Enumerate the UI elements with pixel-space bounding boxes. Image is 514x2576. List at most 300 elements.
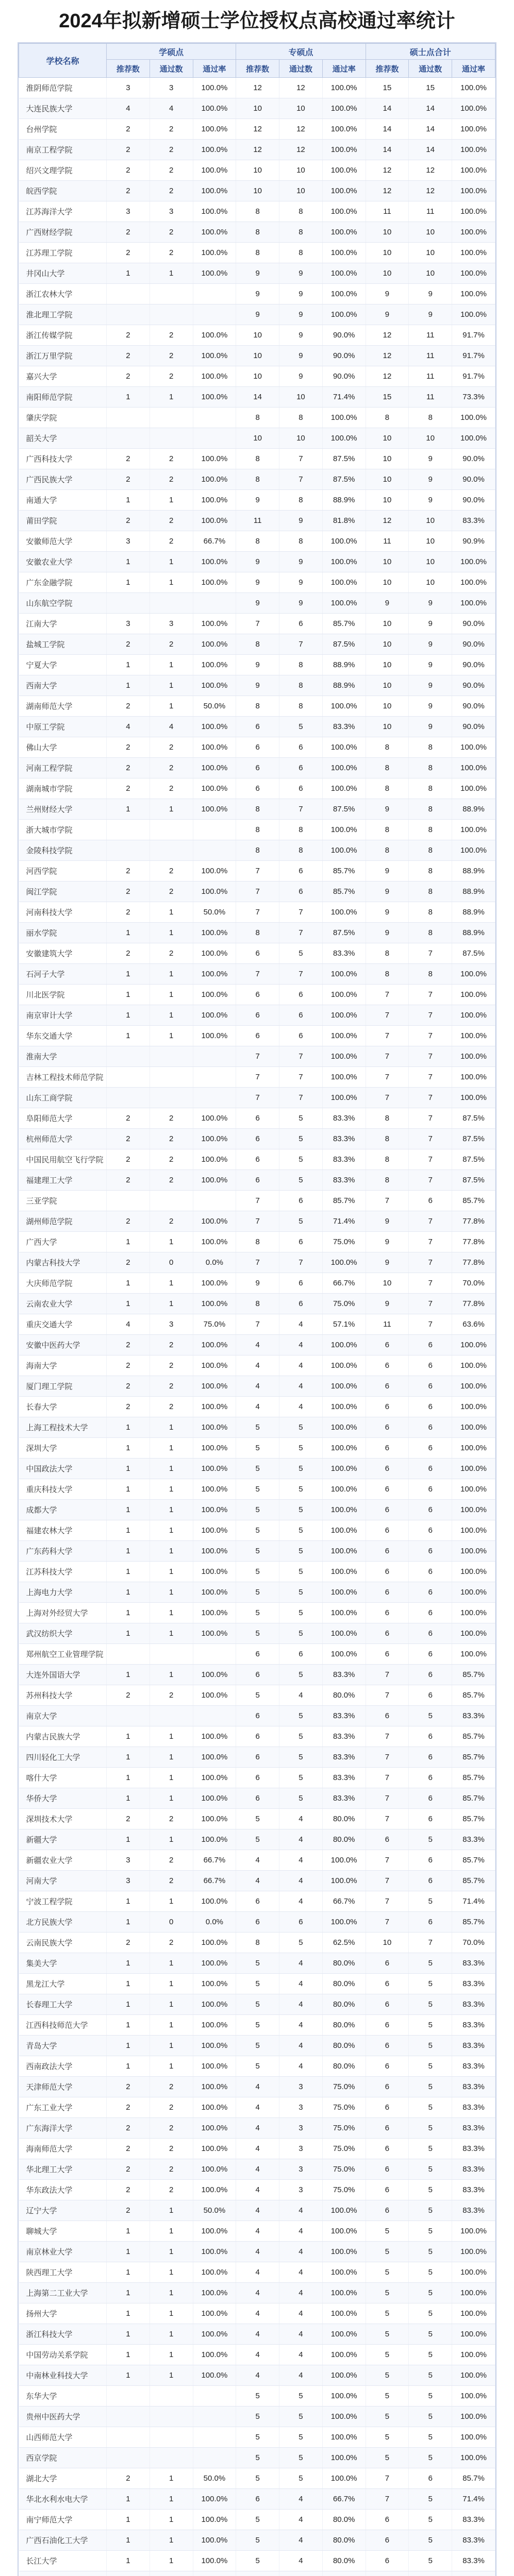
zhuanshuo-recommend-cell: 14 bbox=[236, 387, 279, 408]
xueshu-pass-cell: 2 bbox=[150, 634, 193, 655]
xueshu-recommend-cell: 2 bbox=[107, 1335, 150, 1355]
xueshu-rate-cell: 0.0% bbox=[193, 1912, 236, 1933]
zhuanshuo-pass-cell: 5 bbox=[279, 1933, 323, 1953]
zhuanshuo-recommend-cell: 10 bbox=[236, 181, 279, 201]
xueshu-recommend-cell: 1 bbox=[107, 1232, 150, 1252]
total-recommend-cell: 6 bbox=[366, 1459, 409, 1479]
xueshu-pass-cell: 1 bbox=[150, 490, 193, 511]
zhuanshuo-pass-cell: 4 bbox=[279, 1355, 323, 1376]
table-row bbox=[19, 1500, 495, 1520]
total-pass-cell: 10 bbox=[409, 511, 452, 531]
zhuanshuo-recommend-cell: 9 bbox=[236, 490, 279, 511]
total-recommend-cell: 7 bbox=[366, 1685, 409, 1706]
zhuanshuo-rate-cell: 85.7% bbox=[322, 861, 366, 882]
zhuanshuo-recommend-cell: 6 bbox=[236, 985, 279, 1005]
zhuanshuo-rate-cell: 62.5% bbox=[322, 1933, 366, 1953]
header-zhuanshuo-pass: 通过数 bbox=[279, 60, 323, 78]
school-name-cell: 天津师范大学 bbox=[19, 2077, 107, 2097]
school-name-cell: 浙江科技大学 bbox=[19, 2324, 107, 2345]
total-rate-cell: 83.3% bbox=[452, 2159, 495, 2180]
zhuanshuo-pass-cell: 5 bbox=[279, 1459, 323, 1479]
total-recommend-cell: 14 bbox=[366, 98, 409, 119]
xueshu-recommend-cell bbox=[107, 1067, 150, 1088]
school-name-cell: 广西民族大学 bbox=[19, 469, 107, 490]
zhuanshuo-pass-cell: 6 bbox=[279, 1294, 323, 1314]
zhuanshuo-recommend-cell: 8 bbox=[236, 799, 279, 820]
total-pass-cell: 5 bbox=[409, 2097, 452, 2118]
xueshu-pass-cell: 2 bbox=[150, 181, 193, 201]
xueshu-rate-cell: 100.0% bbox=[193, 1603, 236, 1623]
xueshu-rate-cell: 100.0% bbox=[193, 1994, 236, 2015]
xueshu-recommend-cell: 1 bbox=[107, 2324, 150, 2345]
table-row bbox=[19, 1685, 495, 1706]
xueshu-pass-cell: 1 bbox=[150, 1479, 193, 1500]
school-name-cell: 金陵科技学院 bbox=[19, 840, 107, 861]
xueshu-pass-cell bbox=[150, 840, 193, 861]
xueshu-recommend-cell: 2 bbox=[107, 1108, 150, 1129]
total-pass-cell: 7 bbox=[409, 1129, 452, 1149]
total-pass-cell: 14 bbox=[409, 140, 452, 160]
xueshu-recommend-cell bbox=[107, 840, 150, 861]
school-name-cell: 绍兴文理学院 bbox=[19, 160, 107, 181]
total-pass-cell: 10 bbox=[409, 572, 452, 593]
zhuanshuo-rate-cell: 100.0% bbox=[322, 160, 366, 181]
zhuanshuo-recommend-cell: 6 bbox=[236, 1768, 279, 1788]
table-row bbox=[19, 1562, 495, 1582]
xueshu-pass-cell: 1 bbox=[150, 2200, 193, 2221]
zhuanshuo-pass-cell: 5 bbox=[279, 1541, 323, 1562]
zhuanshuo-rate-cell: 100.0% bbox=[322, 1541, 366, 1562]
zhuanshuo-pass-cell: 12 bbox=[279, 140, 323, 160]
table-row bbox=[19, 799, 495, 820]
xueshu-recommend-cell: 2 bbox=[107, 1170, 150, 1191]
xueshu-pass-cell: 2 bbox=[150, 1850, 193, 1871]
xueshu-recommend-cell: 1 bbox=[107, 1562, 150, 1582]
school-name-cell: 海南大学 bbox=[19, 1355, 107, 1376]
xueshu-pass-cell: 1 bbox=[150, 923, 193, 943]
table-row bbox=[19, 572, 495, 593]
total-pass-cell: 6 bbox=[409, 1376, 452, 1397]
xueshu-rate-cell bbox=[193, 284, 236, 304]
total-rate-cell: 83.3% bbox=[452, 2077, 495, 2097]
zhuanshuo-recommend-cell: 7 bbox=[236, 1191, 279, 1211]
school-name-cell: 中国政法大学 bbox=[19, 1459, 107, 1479]
zhuanshuo-pass-cell: 4 bbox=[279, 2036, 323, 2056]
xueshu-rate-cell: 100.0% bbox=[193, 634, 236, 655]
xueshu-recommend-cell bbox=[107, 1088, 150, 1108]
xueshu-pass-cell: 0 bbox=[150, 1252, 193, 1273]
total-pass-cell: 5 bbox=[409, 2551, 452, 2571]
table-row bbox=[19, 593, 495, 614]
total-pass-cell: 5 bbox=[409, 2036, 452, 2056]
zhuanshuo-rate-cell: 100.0% bbox=[322, 98, 366, 119]
table-row bbox=[19, 2427, 495, 2448]
xueshu-pass-cell bbox=[150, 1706, 193, 1726]
school-name-cell: 宁波工程学院 bbox=[19, 1891, 107, 1912]
total-pass-cell: 6 bbox=[409, 1417, 452, 1438]
total-rate-cell: 91.7% bbox=[452, 346, 495, 366]
xueshu-rate-cell bbox=[193, 1067, 236, 1088]
table-row bbox=[19, 1335, 495, 1355]
zhuanshuo-recommend-cell: 5 bbox=[236, 2036, 279, 2056]
total-recommend-cell: 5 bbox=[366, 2365, 409, 2386]
zhuanshuo-pass-cell: 3 bbox=[279, 2180, 323, 2200]
total-pass-cell: 6 bbox=[409, 1500, 452, 1520]
xueshu-rate-cell: 100.0% bbox=[193, 2262, 236, 2283]
school-name-cell: 南阳师范学院 bbox=[19, 387, 107, 408]
xueshu-recommend-cell: 4 bbox=[107, 98, 150, 119]
school-name-cell: 丽水学院 bbox=[19, 923, 107, 943]
xueshu-pass-cell: 2 bbox=[150, 222, 193, 243]
total-rate-cell: 85.7% bbox=[452, 1191, 495, 1211]
xueshu-recommend-cell: 1 bbox=[107, 985, 150, 1005]
xueshu-rate-cell: 100.0% bbox=[193, 1479, 236, 1500]
xueshu-recommend-cell: 1 bbox=[107, 2056, 150, 2077]
total-rate-cell: 90.0% bbox=[452, 717, 495, 737]
table-row bbox=[19, 201, 495, 222]
xueshu-recommend-cell: 1 bbox=[107, 1582, 150, 1603]
zhuanshuo-rate-cell: 100.0% bbox=[322, 1603, 366, 1623]
total-recommend-cell: 8 bbox=[366, 840, 409, 861]
zhuanshuo-pass-cell: 8 bbox=[279, 531, 323, 552]
total-pass-cell: 5 bbox=[409, 2510, 452, 2530]
school-name-cell: 闽江学院 bbox=[19, 882, 107, 902]
school-name-cell: 东华大学 bbox=[19, 2386, 107, 2406]
xueshu-rate-cell: 66.7% bbox=[193, 531, 236, 552]
xueshu-pass-cell: 1 bbox=[150, 1603, 193, 1623]
school-name-cell: 佛山大学 bbox=[19, 737, 107, 758]
total-pass-cell: 7 bbox=[409, 1294, 452, 1314]
total-rate-cell: 85.7% bbox=[452, 1726, 495, 1747]
zhuanshuo-rate-cell: 100.0% bbox=[322, 408, 366, 428]
school-name-cell: 河南科技大学 bbox=[19, 902, 107, 923]
xueshu-recommend-cell bbox=[107, 1191, 150, 1211]
total-recommend-cell: 7 bbox=[366, 1768, 409, 1788]
zhuanshuo-pass-cell: 4 bbox=[279, 1314, 323, 1335]
total-recommend-cell: 7 bbox=[366, 1046, 409, 1067]
xueshu-recommend-cell: 1 bbox=[107, 2345, 150, 2365]
school-name-cell: 云南民族大学 bbox=[19, 1933, 107, 1953]
xueshu-rate-cell: 100.0% bbox=[193, 655, 236, 675]
zhuanshuo-pass-cell: 4 bbox=[279, 2221, 323, 2242]
total-rate-cell: 83.3% bbox=[452, 2139, 495, 2159]
xueshu-rate-cell: 100.0% bbox=[193, 2139, 236, 2159]
total-rate-cell: 70.0% bbox=[452, 1273, 495, 1294]
school-name-cell: 新疆大学 bbox=[19, 1829, 107, 1850]
total-recommend-cell: 7 bbox=[366, 1891, 409, 1912]
table-row bbox=[19, 511, 495, 531]
xueshu-pass-cell: 1 bbox=[150, 2015, 193, 2036]
zhuanshuo-recommend-cell: 5 bbox=[236, 2406, 279, 2427]
zhuanshuo-recommend-cell: 5 bbox=[236, 2015, 279, 2036]
total-pass-cell: 8 bbox=[409, 778, 452, 799]
zhuanshuo-rate-cell: 100.0% bbox=[322, 2303, 366, 2324]
total-rate-cell: 100.0% bbox=[452, 2448, 495, 2468]
zhuanshuo-recommend-cell: 4 bbox=[236, 2303, 279, 2324]
xueshu-recommend-cell: 2 bbox=[107, 2118, 150, 2139]
zhuanshuo-pass-cell: 12 bbox=[279, 119, 323, 140]
total-pass-cell: 5 bbox=[409, 2303, 452, 2324]
school-name-cell: 厦门理工学院 bbox=[19, 1376, 107, 1397]
total-rate-cell: 90.9% bbox=[452, 531, 495, 552]
total-pass-cell: 9 bbox=[409, 469, 452, 490]
total-rate-cell: 90.0% bbox=[452, 469, 495, 490]
total-rate-cell: 88.9% bbox=[452, 923, 495, 943]
xueshu-recommend-cell: 1 bbox=[107, 1005, 150, 1026]
zhuanshuo-pass-cell: 5 bbox=[279, 1623, 323, 1644]
table-row bbox=[19, 840, 495, 861]
xueshu-pass-cell: 1 bbox=[150, 2365, 193, 2386]
school-name-cell: 南京工程学院 bbox=[19, 140, 107, 160]
total-pass-cell bbox=[409, 2571, 452, 2576]
xueshu-recommend-cell: 1 bbox=[107, 263, 150, 284]
zhuanshuo-rate-cell: 80.0% bbox=[322, 1829, 366, 1850]
school-name-cell: 浙江农林大学 bbox=[19, 284, 107, 304]
zhuanshuo-pass-cell: 7 bbox=[279, 902, 323, 923]
zhuanshuo-rate-cell: 80.0% bbox=[322, 2510, 366, 2530]
zhuanshuo-rate-cell: 100.0% bbox=[322, 2448, 366, 2468]
school-name-cell: 陕西理工大学 bbox=[19, 2262, 107, 2283]
zhuanshuo-rate-cell: 66.7% bbox=[322, 1891, 366, 1912]
xueshu-recommend-cell: 2 bbox=[107, 449, 150, 469]
zhuanshuo-rate-cell: 80.0% bbox=[322, 1809, 366, 1829]
table-row bbox=[19, 1726, 495, 1747]
zhuanshuo-pass-cell: 10 bbox=[279, 98, 323, 119]
total-rate-cell: 100.0% bbox=[452, 284, 495, 304]
total-rate-cell: 87.5% bbox=[452, 1170, 495, 1191]
zhuanshuo-rate-cell: 100.0% bbox=[322, 1623, 366, 1644]
total-pass-cell: 11 bbox=[409, 366, 452, 387]
xueshu-recommend-cell bbox=[107, 593, 150, 614]
total-rate-cell: 71.4% bbox=[452, 1891, 495, 1912]
total-recommend-cell: 8 bbox=[366, 1108, 409, 1129]
xueshu-rate-cell: 100.0% bbox=[193, 1788, 236, 1809]
xueshu-recommend-cell bbox=[107, 2571, 150, 2576]
xueshu-pass-cell bbox=[150, 2448, 193, 2468]
zhuanshuo-rate-cell: 81.8% bbox=[322, 511, 366, 531]
zhuanshuo-pass-cell: 4 bbox=[279, 2242, 323, 2262]
total-rate-cell: 90.0% bbox=[452, 634, 495, 655]
table-row bbox=[19, 2242, 495, 2262]
xueshu-rate-cell bbox=[193, 1644, 236, 1665]
total-rate-cell: 100.0% bbox=[452, 263, 495, 284]
school-name-cell: 皖西学院 bbox=[19, 181, 107, 201]
total-rate-cell: 100.0% bbox=[452, 820, 495, 840]
school-name-cell: 成都大学 bbox=[19, 1500, 107, 1520]
zhuanshuo-pass-cell: 4 bbox=[279, 1850, 323, 1871]
total-pass-cell: 6 bbox=[409, 1582, 452, 1603]
total-recommend-cell: 9 bbox=[366, 799, 409, 820]
school-name-cell: 浙江传媒学院 bbox=[19, 325, 107, 346]
zhuanshuo-rate-cell: 100.0% bbox=[322, 2283, 366, 2303]
total-recommend-cell: 7 bbox=[366, 1871, 409, 1891]
zhuanshuo-recommend-cell: 9 bbox=[236, 1273, 279, 1294]
zhuanshuo-recommend-cell: 8 bbox=[236, 222, 279, 243]
xueshu-rate-cell: 100.0% bbox=[193, 2056, 236, 2077]
total-pass-cell: 5 bbox=[409, 2118, 452, 2139]
total-pass-cell: 7 bbox=[409, 1149, 452, 1170]
zhuanshuo-recommend-cell: 6 bbox=[236, 1170, 279, 1191]
zhuanshuo-rate-cell: 100.0% bbox=[322, 1417, 366, 1438]
page-title: 2024年拟新增硕士学位授权点高校通过率统计 bbox=[59, 10, 455, 32]
zhuanshuo-pass-cell: 12 bbox=[279, 78, 323, 98]
total-recommend-cell: 7 bbox=[366, 1067, 409, 1088]
zhuanshuo-recommend-cell: 5 bbox=[236, 1459, 279, 1479]
zhuanshuo-rate-cell: 66.7% bbox=[322, 1273, 366, 1294]
zhuanshuo-pass-cell: 9 bbox=[279, 304, 323, 325]
total-pass-cell: 9 bbox=[409, 614, 452, 634]
xueshu-pass-cell: 2 bbox=[150, 1170, 193, 1191]
school-name-cell: 川北医学院 bbox=[19, 985, 107, 1005]
xueshu-rate-cell: 100.0% bbox=[193, 943, 236, 964]
zhuanshuo-recommend-cell: 5 bbox=[236, 2386, 279, 2406]
stats-table bbox=[19, 43, 495, 2576]
table-row bbox=[19, 1129, 495, 1149]
total-pass-cell: 6 bbox=[409, 1438, 452, 1459]
xueshu-rate-cell: 100.0% bbox=[193, 2118, 236, 2139]
xueshu-recommend-cell bbox=[107, 428, 150, 449]
total-rate-cell: 100.0% bbox=[452, 160, 495, 181]
total-rate-cell: 100.0% bbox=[452, 737, 495, 758]
zhuanshuo-pass-cell: 4 bbox=[279, 2345, 323, 2365]
xueshu-recommend-cell: 1 bbox=[107, 1623, 150, 1644]
table-row bbox=[19, 696, 495, 717]
zhuanshuo-rate-cell: 88.9% bbox=[322, 490, 366, 511]
zhuanshuo-rate-cell: 100.0% bbox=[322, 572, 366, 593]
total-recommend-cell: 8 bbox=[366, 943, 409, 964]
xueshu-rate-cell: 100.0% bbox=[193, 1541, 236, 1562]
table-row bbox=[19, 675, 495, 696]
xueshu-rate-cell: 75.0% bbox=[193, 1314, 236, 1335]
xueshu-recommend-cell: 1 bbox=[107, 1788, 150, 1809]
total-recommend-cell: 6 bbox=[366, 2097, 409, 2118]
zhuanshuo-rate-cell: 100.0% bbox=[322, 1562, 366, 1582]
header-xueshu-pass: 通过数 bbox=[150, 60, 193, 78]
school-name-cell: 华北理工大学 bbox=[19, 2159, 107, 2180]
xueshu-recommend-cell: 2 bbox=[107, 2077, 150, 2097]
zhuanshuo-recommend-cell: 7 bbox=[236, 902, 279, 923]
zhuanshuo-pass-cell: 5 bbox=[279, 1500, 323, 1520]
xueshu-pass-cell: 0 bbox=[150, 1912, 193, 1933]
zhuanshuo-pass-cell: 6 bbox=[279, 1232, 323, 1252]
xueshu-recommend-cell: 2 bbox=[107, 2468, 150, 2489]
total-rate-cell bbox=[452, 2571, 495, 2576]
total-pass-cell: 7 bbox=[409, 1170, 452, 1191]
zhuanshuo-rate-cell: 90.0% bbox=[322, 346, 366, 366]
zhuanshuo-pass-cell: 5 bbox=[279, 1788, 323, 1809]
total-rate-cell: 100.0% bbox=[452, 2345, 495, 2365]
total-recommend-cell: 6 bbox=[366, 2159, 409, 2180]
zhuanshuo-recommend-cell: 10 bbox=[236, 98, 279, 119]
zhuanshuo-recommend-cell: 5 bbox=[236, 1685, 279, 1706]
total-rate-cell: 83.3% bbox=[452, 1953, 495, 1974]
xueshu-pass-cell bbox=[150, 1067, 193, 1088]
total-pass-cell: 5 bbox=[409, 2077, 452, 2097]
zhuanshuo-pass-cell: 10 bbox=[279, 428, 323, 449]
zhuanshuo-rate-cell: 100.0% bbox=[322, 1397, 366, 1417]
table-row bbox=[19, 985, 495, 1005]
total-pass-cell: 10 bbox=[409, 552, 452, 572]
total-recommend-cell: 6 bbox=[366, 1520, 409, 1541]
zhuanshuo-recommend-cell: 4 bbox=[236, 1335, 279, 1355]
zhuanshuo-pass-cell: 9 bbox=[279, 366, 323, 387]
total-recommend-cell: 10 bbox=[366, 490, 409, 511]
total-pass-cell: 6 bbox=[409, 2468, 452, 2489]
zhuanshuo-rate-cell: 71.4% bbox=[322, 1211, 366, 1232]
zhuanshuo-rate-cell: 71.4% bbox=[322, 387, 366, 408]
zhuanshuo-pass-cell: 10 bbox=[279, 160, 323, 181]
zhuanshuo-rate-cell: 100.0% bbox=[322, 1582, 366, 1603]
xueshu-recommend-cell: 1 bbox=[107, 1479, 150, 1500]
zhuanshuo-recommend-cell: 4 bbox=[236, 2118, 279, 2139]
school-name-cell: 上海工程技术大学 bbox=[19, 1417, 107, 1438]
total-pass-cell: 5 bbox=[409, 2283, 452, 2303]
zhuanshuo-pass-cell: 3 bbox=[279, 2159, 323, 2180]
zhuanshuo-rate-cell: 100.0% bbox=[322, 201, 366, 222]
zhuanshuo-rate-cell: 90.0% bbox=[322, 325, 366, 346]
school-name-cell: 中原工学院 bbox=[19, 717, 107, 737]
zhuanshuo-recommend-cell: 6 bbox=[236, 1665, 279, 1685]
zhuanshuo-recommend-cell: 12 bbox=[236, 119, 279, 140]
xueshu-pass-cell: 1 bbox=[150, 1417, 193, 1438]
zhuanshuo-recommend-cell: 6 bbox=[236, 737, 279, 758]
zhuanshuo-recommend-cell: 6 bbox=[236, 1747, 279, 1768]
xueshu-recommend-cell: 1 bbox=[107, 2303, 150, 2324]
zhuanshuo-rate-cell: 88.9% bbox=[322, 655, 366, 675]
total-pass-cell: 5 bbox=[409, 2200, 452, 2221]
zhuanshuo-recommend-cell: 6 bbox=[236, 1149, 279, 1170]
total-rate-cell: 100.0% bbox=[452, 1417, 495, 1438]
xueshu-recommend-cell bbox=[107, 2386, 150, 2406]
total-rate-cell: 83.3% bbox=[452, 2118, 495, 2139]
xueshu-rate-cell: 100.0% bbox=[193, 2530, 236, 2551]
zhuanshuo-pass-cell: 4 bbox=[279, 1953, 323, 1974]
zhuanshuo-rate-cell: 83.3% bbox=[322, 1768, 366, 1788]
zhuanshuo-recommend-cell: 8 bbox=[236, 1933, 279, 1953]
total-rate-cell: 100.0% bbox=[452, 778, 495, 799]
xueshu-pass-cell: 2 bbox=[150, 2097, 193, 2118]
table-row bbox=[19, 1747, 495, 1768]
zhuanshuo-rate-cell: 83.3% bbox=[322, 1706, 366, 1726]
xueshu-rate-cell: 100.0% bbox=[193, 2097, 236, 2118]
table-row bbox=[19, 2386, 495, 2406]
xueshu-rate-cell: 100.0% bbox=[193, 346, 236, 366]
total-pass-cell: 7 bbox=[409, 1314, 452, 1335]
table-row bbox=[19, 1912, 495, 1933]
total-pass-cell: 6 bbox=[409, 1191, 452, 1211]
total-recommend-cell: 8 bbox=[366, 758, 409, 778]
zhuanshuo-pass-cell: 5 bbox=[279, 2386, 323, 2406]
total-recommend-cell: 10 bbox=[366, 572, 409, 593]
xueshu-pass-cell: 2 bbox=[150, 1211, 193, 1232]
total-recommend-cell: 6 bbox=[366, 1706, 409, 1726]
total-rate-cell: 100.0% bbox=[452, 1335, 495, 1355]
table-row bbox=[19, 1768, 495, 1788]
xueshu-rate-cell: 100.0% bbox=[193, 2551, 236, 2571]
table-row bbox=[19, 531, 495, 552]
xueshu-rate-cell bbox=[193, 2427, 236, 2448]
table-row bbox=[19, 2077, 495, 2097]
zhuanshuo-rate-cell: 100.0% bbox=[322, 1912, 366, 1933]
xueshu-rate-cell: 100.0% bbox=[193, 1170, 236, 1191]
table-row bbox=[19, 943, 495, 964]
zhuanshuo-rate-cell: 75.0% bbox=[322, 2077, 366, 2097]
total-recommend-cell: 5 bbox=[366, 2448, 409, 2468]
header-xueshu: 学硕点 bbox=[107, 44, 236, 60]
xueshu-recommend-cell: 2 bbox=[107, 222, 150, 243]
header-total-rate: 通过率 bbox=[452, 60, 495, 78]
table-row bbox=[19, 449, 495, 469]
